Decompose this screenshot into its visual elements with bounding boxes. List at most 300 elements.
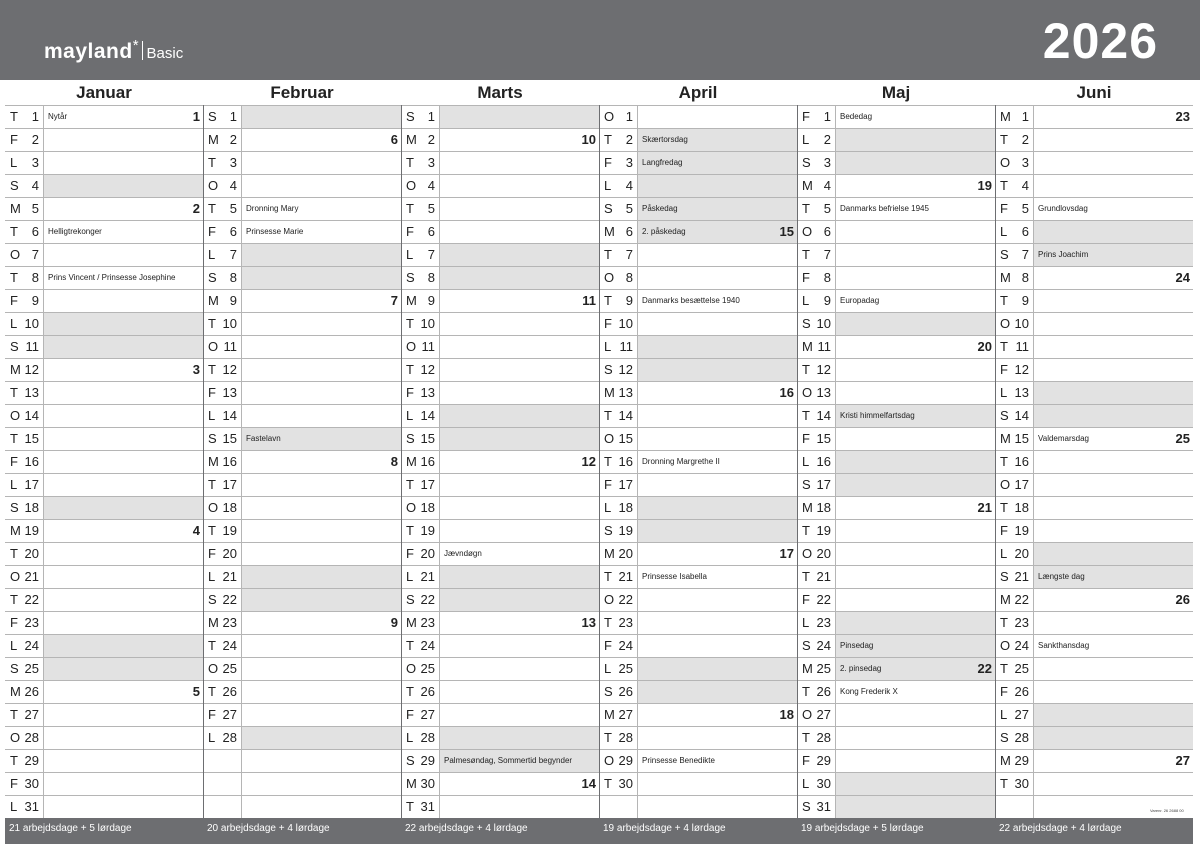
day-number: 12 — [222, 362, 237, 377]
day-row — [797, 519, 995, 542]
day-label-cell — [995, 359, 1033, 381]
weekday-letter: T — [1000, 776, 1008, 791]
day-label-cell — [797, 497, 835, 519]
day-number: 29 — [1014, 753, 1029, 768]
day-label-cell — [203, 175, 241, 197]
day-label-cell — [203, 727, 241, 749]
day-note-cell — [241, 152, 401, 174]
weekday-letter: F — [604, 316, 612, 331]
week-number: 13 — [581, 615, 596, 630]
day-number: 27 — [24, 707, 39, 722]
month-divider — [203, 105, 204, 818]
month-title: Maj — [881, 83, 911, 102]
day-number: 28 — [24, 730, 39, 745]
weekday-letter: L — [406, 730, 414, 745]
day-label-cell — [599, 704, 637, 726]
weekday-letter: M — [604, 707, 615, 722]
day-number: 16 — [222, 454, 237, 469]
day-note-cell — [241, 681, 401, 703]
week-number: 26 — [1175, 592, 1190, 607]
day-label-cell — [995, 520, 1033, 542]
day-row — [599, 588, 797, 611]
weekday-letter: M — [1000, 753, 1011, 768]
day-label-cell — [599, 589, 637, 611]
weekday-letter: L — [604, 500, 612, 515]
day-note-cell — [637, 405, 797, 427]
weekday-letter: O — [1000, 477, 1011, 492]
day-number: 19 — [24, 523, 39, 538]
day-number: 18 — [816, 500, 831, 515]
day-note-cell — [1033, 543, 1193, 565]
day-number: 31 — [420, 799, 435, 814]
week-number: 1 — [192, 109, 200, 124]
day-number: 12 — [618, 362, 633, 377]
day-number: 21 — [420, 569, 435, 584]
day-label-cell — [5, 290, 43, 312]
day-number: 3 — [31, 155, 39, 170]
day-note-cell — [43, 451, 203, 473]
day-number: 6 — [229, 224, 237, 239]
day-label-cell — [5, 198, 43, 220]
day-label-cell — [401, 566, 439, 588]
day-label-cell — [401, 635, 439, 657]
weekday-letter: M — [10, 201, 21, 216]
day-number: 31 — [816, 799, 831, 814]
day-label-cell — [995, 267, 1033, 289]
day-row — [599, 128, 797, 151]
weekday-letter: T — [604, 408, 612, 423]
day-row — [797, 703, 995, 726]
weekday-letter: O — [604, 109, 615, 124]
day-row — [203, 197, 401, 220]
day-label-cell — [599, 175, 637, 197]
day-row — [797, 657, 995, 680]
day-row — [5, 358, 203, 381]
day-note-cell — [241, 221, 401, 243]
holiday-note: Valdemarsdag — [1038, 434, 1089, 443]
week-number: 27 — [1175, 753, 1190, 768]
day-row — [599, 657, 797, 680]
day-number: 1 — [823, 109, 831, 124]
weekday-letter: F — [208, 707, 216, 722]
weekday-letter: L — [604, 178, 612, 193]
day-note-cell — [1033, 129, 1193, 151]
day-note-cell — [1033, 336, 1193, 358]
weekday-letter: M — [1000, 109, 1011, 124]
day-label-cell — [5, 221, 43, 243]
day-row — [995, 312, 1193, 335]
weekday-letter: L — [208, 730, 216, 745]
day-note-cell — [835, 589, 995, 611]
weekday-letter: F — [406, 224, 414, 239]
day-note-cell — [241, 750, 401, 772]
day-note-cell — [439, 336, 599, 358]
day-row — [797, 795, 995, 818]
day-note-cell — [1033, 267, 1193, 289]
day-note-cell — [43, 198, 203, 220]
weekday-letter: L — [10, 638, 18, 653]
weekday-letter: O — [604, 270, 615, 285]
day-note-cell — [637, 497, 797, 519]
day-number: 21 — [1014, 569, 1029, 584]
day-number: 14 — [816, 408, 831, 423]
day-number: 7 — [31, 247, 39, 262]
day-label-cell — [203, 428, 241, 450]
day-label-cell — [797, 336, 835, 358]
day-number: 17 — [222, 477, 237, 492]
day-label-cell — [599, 244, 637, 266]
day-label-cell — [797, 727, 835, 749]
day-row — [797, 128, 995, 151]
weekday-letter: T — [10, 431, 18, 446]
day-number: 17 — [816, 477, 831, 492]
day-label-cell — [599, 658, 637, 680]
weekday-letter: M — [604, 224, 615, 239]
day-label-cell — [401, 267, 439, 289]
day-note-cell — [637, 244, 797, 266]
day-note-cell — [439, 635, 599, 657]
weekday-letter: T — [604, 293, 612, 308]
working-days-summary: 22 arbejdsdage + 4 lørdage — [995, 818, 1193, 844]
day-row — [5, 105, 203, 128]
weekday-letter: S — [406, 431, 415, 446]
day-label-cell — [797, 313, 835, 335]
day-note-cell — [835, 152, 995, 174]
day-number: 8 — [427, 270, 435, 285]
day-number: 4 — [229, 178, 237, 193]
day-label-cell — [401, 773, 439, 795]
day-row — [401, 312, 599, 335]
day-note-cell — [637, 428, 797, 450]
weekday-letter: S — [10, 661, 19, 676]
day-note-cell — [835, 497, 995, 519]
day-row — [599, 381, 797, 404]
day-note-cell — [43, 244, 203, 266]
day-label-cell — [203, 750, 241, 772]
day-note-cell — [241, 635, 401, 657]
weekday-letter: S — [10, 339, 19, 354]
day-row — [995, 542, 1193, 565]
weekday-letter: F — [1000, 201, 1008, 216]
month-divider — [599, 105, 600, 818]
day-note-cell — [43, 175, 203, 197]
day-number: 7 — [1021, 247, 1029, 262]
weekday-letter: S — [1000, 730, 1009, 745]
day-label-cell — [797, 589, 835, 611]
month-column-januar — [5, 80, 203, 850]
day-number: 4 — [427, 178, 435, 193]
weekday-letter: O — [406, 500, 417, 515]
day-row — [797, 588, 995, 611]
week-number: 9 — [390, 615, 398, 630]
day-row — [797, 634, 995, 657]
day-label-cell — [401, 336, 439, 358]
day-note-cell — [439, 267, 599, 289]
day-note-cell — [1033, 773, 1193, 795]
day-row — [401, 450, 599, 473]
day-row — [5, 542, 203, 565]
day-note-cell — [43, 635, 203, 657]
day-number: 11 — [25, 339, 39, 354]
weekday-letter: S — [10, 178, 19, 193]
day-number: 2 — [427, 132, 435, 147]
day-number: 20 — [816, 546, 831, 561]
weekday-letter: O — [406, 661, 417, 676]
day-note-cell — [241, 428, 401, 450]
day-row — [401, 519, 599, 542]
day-note-cell — [835, 681, 995, 703]
day-number: 30 — [24, 776, 39, 791]
day-note-cell — [637, 451, 797, 473]
weekday-letter: S — [208, 109, 217, 124]
day-label-cell — [5, 497, 43, 519]
day-note-cell — [1033, 635, 1193, 657]
day-note-cell — [835, 612, 995, 634]
day-number: 18 — [618, 500, 633, 515]
day-label-cell — [401, 520, 439, 542]
day-number: 5 — [229, 201, 237, 216]
day-row — [5, 726, 203, 749]
day-number: 7 — [823, 247, 831, 262]
day-label-cell — [599, 773, 637, 795]
day-number: 26 — [1014, 684, 1029, 699]
day-row — [797, 312, 995, 335]
day-label-cell — [995, 313, 1033, 335]
empty-day-row — [203, 772, 401, 795]
weekday-letter: L — [604, 339, 612, 354]
weekday-letter: O — [406, 178, 417, 193]
day-row — [995, 243, 1193, 266]
day-number: 24 — [816, 638, 831, 653]
day-row — [401, 657, 599, 680]
day-note-cell — [637, 543, 797, 565]
weekday-letter: F — [802, 592, 810, 607]
day-label-cell — [995, 658, 1033, 680]
day-number: 22 — [1014, 592, 1029, 607]
day-row — [797, 450, 995, 473]
month-column-februar — [203, 80, 401, 850]
day-number: 2 — [625, 132, 633, 147]
day-row — [203, 519, 401, 542]
week-number: 8 — [390, 454, 398, 469]
day-number: 15 — [816, 431, 831, 446]
day-note-cell — [43, 129, 203, 151]
weekday-letter: S — [604, 201, 613, 216]
day-label-cell — [797, 543, 835, 565]
day-row — [5, 266, 203, 289]
holiday-note: Europadag — [840, 296, 880, 305]
month-title: April — [678, 83, 718, 102]
day-number: 10 — [1014, 316, 1029, 331]
day-note-cell — [241, 474, 401, 496]
day-row — [203, 312, 401, 335]
day-number: 29 — [24, 753, 39, 768]
brand-subtitle: Basic — [146, 45, 184, 62]
day-note-cell — [637, 290, 797, 312]
day-number: 15 — [222, 431, 237, 446]
day-note-cell — [637, 635, 797, 657]
day-note-cell — [43, 359, 203, 381]
day-number: 26 — [24, 684, 39, 699]
day-label-cell — [401, 244, 439, 266]
day-row — [599, 703, 797, 726]
day-row — [203, 726, 401, 749]
weekday-letter: F — [208, 224, 216, 239]
day-row — [599, 404, 797, 427]
day-number: 13 — [420, 385, 435, 400]
weekday-letter: L — [208, 569, 216, 584]
working-days-summary: 19 arbejdsdage + 5 lørdage — [797, 818, 995, 844]
day-row — [995, 381, 1193, 404]
day-row — [995, 289, 1193, 312]
day-number: 25 — [1014, 661, 1029, 676]
logo-divider — [142, 41, 143, 60]
day-label-cell — [203, 405, 241, 427]
day-note-cell — [43, 796, 203, 818]
day-row — [401, 542, 599, 565]
weekday-letter: F — [604, 638, 612, 653]
day-note-cell — [439, 129, 599, 151]
day-note-cell — [835, 474, 995, 496]
day-number: 13 — [24, 385, 39, 400]
weekday-letter: O — [802, 546, 813, 561]
day-number: 22 — [816, 592, 831, 607]
day-label-cell — [5, 313, 43, 335]
day-row — [5, 404, 203, 427]
day-label-cell — [203, 198, 241, 220]
day-note-cell — [439, 612, 599, 634]
weekday-letter: L — [406, 408, 414, 423]
day-label-cell — [797, 382, 835, 404]
day-label-cell — [401, 290, 439, 312]
day-row — [797, 266, 995, 289]
day-label-cell — [401, 221, 439, 243]
day-note-cell — [241, 405, 401, 427]
weekday-letter: F — [406, 546, 414, 561]
weekday-letter: T — [208, 155, 216, 170]
day-label-cell — [995, 428, 1033, 450]
weekday-letter: S — [802, 477, 811, 492]
day-number: 12 — [24, 362, 39, 377]
day-row — [797, 749, 995, 772]
day-note-cell — [637, 658, 797, 680]
day-note-cell — [43, 750, 203, 772]
day-label-cell — [5, 612, 43, 634]
day-number: 8 — [625, 270, 633, 285]
day-number: 14 — [222, 408, 237, 423]
weekday-letter: L — [1000, 385, 1008, 400]
day-label-cell — [995, 221, 1033, 243]
weekday-letter: L — [802, 293, 810, 308]
day-number: 13 — [222, 385, 237, 400]
day-label-cell — [401, 497, 439, 519]
weekday-letter: T — [406, 155, 414, 170]
day-row — [5, 703, 203, 726]
weekday-letter: M — [1000, 592, 1011, 607]
day-number: 2 — [229, 132, 237, 147]
day-number: 19 — [618, 523, 633, 538]
day-note-cell — [241, 497, 401, 519]
day-row — [5, 565, 203, 588]
working-days-summary: 21 arbejdsdage + 5 lørdage — [5, 818, 203, 844]
weekday-letter: T — [10, 546, 18, 561]
mayland-logo — [44, 37, 184, 64]
empty-day-row — [203, 795, 401, 818]
day-note-cell — [43, 658, 203, 680]
day-row — [401, 726, 599, 749]
day-note-cell — [43, 497, 203, 519]
month-column-april — [599, 80, 797, 850]
day-label-cell — [599, 612, 637, 634]
day-number: 18 — [24, 500, 39, 515]
day-row — [797, 243, 995, 266]
day-row — [5, 657, 203, 680]
weekday-letter: S — [604, 362, 613, 377]
day-row — [797, 565, 995, 588]
day-row — [401, 795, 599, 818]
day-number: 6 — [823, 224, 831, 239]
day-note-cell — [43, 520, 203, 542]
weekday-letter: M — [802, 178, 813, 193]
weekday-letter: M — [406, 776, 417, 791]
weekday-letter: S — [802, 316, 811, 331]
day-label-cell — [995, 405, 1033, 427]
day-number: 20 — [24, 546, 39, 561]
weekday-letter: T — [1000, 132, 1008, 147]
day-row — [797, 289, 995, 312]
day-label-cell — [5, 566, 43, 588]
day-label-cell — [599, 382, 637, 404]
day-note-cell — [439, 750, 599, 772]
day-label-cell — [401, 428, 439, 450]
day-label-cell — [5, 543, 43, 565]
day-note-cell — [1033, 451, 1193, 473]
month-column-marts — [401, 80, 599, 850]
day-note-cell — [835, 566, 995, 588]
day-row — [401, 358, 599, 381]
day-number: 11 — [421, 339, 435, 354]
day-label-cell — [995, 612, 1033, 634]
day-label-cell — [5, 589, 43, 611]
calendar-year: 2026 — [1042, 13, 1158, 69]
day-number: 4 — [1021, 178, 1029, 193]
day-note-cell — [835, 543, 995, 565]
day-number: 13 — [618, 385, 633, 400]
day-note-cell — [439, 704, 599, 726]
weekday-letter: L — [1000, 224, 1008, 239]
day-number: 31 — [24, 799, 39, 814]
day-label-cell — [599, 750, 637, 772]
day-row — [5, 496, 203, 519]
day-note-cell — [637, 566, 797, 588]
day-label-cell — [599, 221, 637, 243]
day-note-cell — [1033, 520, 1193, 542]
day-label-cell — [995, 543, 1033, 565]
week-number: 11 — [582, 293, 596, 308]
weekday-letter: O — [604, 431, 615, 446]
holiday-note: Længste dag — [1038, 572, 1085, 581]
day-number: 4 — [823, 178, 831, 193]
weekday-letter: L — [10, 155, 18, 170]
day-label-cell — [203, 267, 241, 289]
weekday-letter: S — [406, 109, 415, 124]
weekday-letter: S — [406, 270, 415, 285]
day-number: 24 — [222, 638, 237, 653]
day-note-cell — [1033, 359, 1193, 381]
weekday-letter: T — [406, 638, 414, 653]
day-row — [5, 427, 203, 450]
weekday-letter: M — [10, 362, 21, 377]
